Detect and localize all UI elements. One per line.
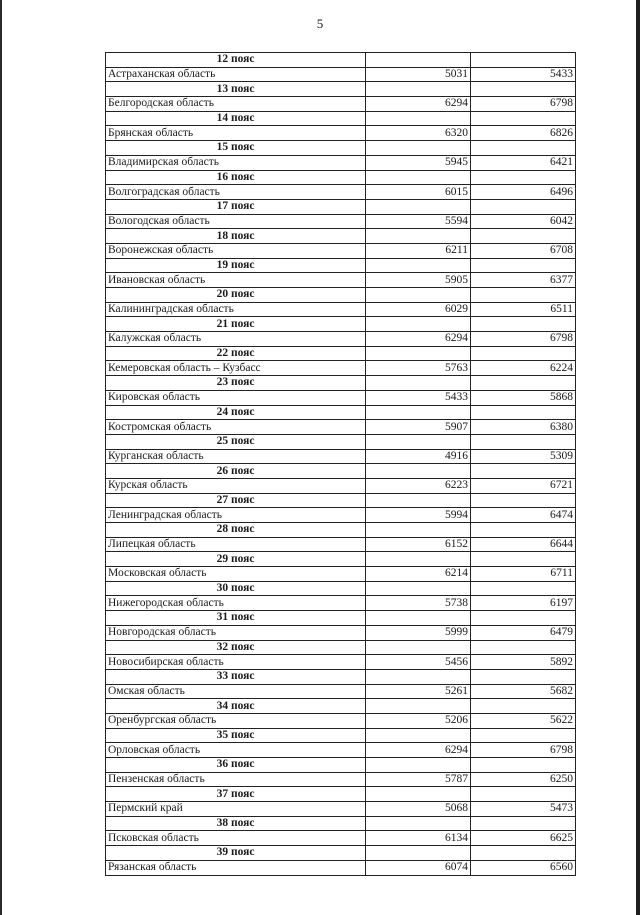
table-row: [106, 214, 576, 229]
empty-cell: [471, 346, 576, 361]
empty-cell: [471, 758, 576, 773]
empty-cell: [366, 581, 471, 596]
empty-cell: [366, 669, 471, 684]
empty-cell: [366, 53, 471, 68]
zone-label: 24 пояс: [106, 405, 366, 420]
table-row: [106, 420, 576, 435]
zone-header-row: [106, 405, 576, 420]
value-1: 6152: [366, 537, 471, 552]
empty-cell: [471, 581, 576, 596]
zone-label: 37 пояс: [106, 787, 366, 802]
empty-cell: [471, 816, 576, 831]
value-1: 6074: [366, 860, 471, 875]
region-name: Кировская область: [106, 390, 366, 405]
zone-header-row: [106, 229, 576, 244]
empty-cell: [366, 787, 471, 802]
empty-cell: [471, 170, 576, 185]
empty-cell: [471, 405, 576, 420]
region-name: Омская область: [106, 684, 366, 699]
empty-cell: [471, 199, 576, 214]
empty-cell: [366, 816, 471, 831]
value-2: 6474: [471, 508, 576, 523]
value-2: 5892: [471, 655, 576, 670]
region-name: Нижегородская область: [106, 596, 366, 611]
empty-cell: [366, 288, 471, 303]
empty-cell: [471, 288, 576, 303]
empty-cell: [366, 346, 471, 361]
zone-header-row: [106, 111, 576, 126]
value-2: 6721: [471, 478, 576, 493]
value-1: 5945: [366, 155, 471, 170]
zone-label: 33 пояс: [106, 669, 366, 684]
region-name: Курганская область: [106, 449, 366, 464]
table-row: [106, 302, 576, 317]
value-1: 6294: [366, 332, 471, 347]
zone-header-row: [106, 493, 576, 508]
value-2: 6042: [471, 214, 576, 229]
value-2: 5682: [471, 684, 576, 699]
zone-label: 31 пояс: [106, 611, 366, 626]
value-1: 6294: [366, 97, 471, 112]
value-1: 4916: [366, 449, 471, 464]
empty-cell: [471, 434, 576, 449]
empty-cell: [471, 846, 576, 861]
table-row: [106, 537, 576, 552]
region-name: Псковская область: [106, 831, 366, 846]
value-2: 6798: [471, 743, 576, 758]
empty-cell: [471, 552, 576, 567]
table-row: [106, 713, 576, 728]
table-row: [106, 508, 576, 523]
value-2: 6625: [471, 831, 576, 846]
value-2: 6798: [471, 97, 576, 112]
empty-cell: [471, 82, 576, 97]
empty-cell: [471, 669, 576, 684]
region-name: Костромская область: [106, 420, 366, 435]
table-row: [106, 860, 576, 875]
table-row: [106, 126, 576, 141]
table-row: [106, 390, 576, 405]
empty-cell: [366, 552, 471, 567]
zone-header-row: [106, 464, 576, 479]
value-1: 6015: [366, 185, 471, 200]
value-1: 5787: [366, 772, 471, 787]
value-1: 5206: [366, 713, 471, 728]
zone-label: 19 пояс: [106, 258, 366, 273]
zone-header-row: [106, 581, 576, 596]
value-1: 5999: [366, 625, 471, 640]
value-1: 5763: [366, 361, 471, 376]
zone-header-row: [106, 728, 576, 743]
table-row: [106, 596, 576, 611]
empty-cell: [471, 464, 576, 479]
value-1: 6029: [366, 302, 471, 317]
zone-header-row: [106, 758, 576, 773]
scan-left-edge: [0, 0, 2, 915]
zone-header-row: [106, 611, 576, 626]
region-name: Волгоградская область: [106, 185, 366, 200]
empty-cell: [471, 699, 576, 714]
zone-label: 25 пояс: [106, 434, 366, 449]
value-1: 5594: [366, 214, 471, 229]
empty-cell: [471, 493, 576, 508]
table-row: [106, 743, 576, 758]
value-1: 6214: [366, 567, 471, 582]
value-2: 6380: [471, 420, 576, 435]
empty-cell: [366, 141, 471, 156]
empty-cell: [366, 728, 471, 743]
zone-label: 38 пояс: [106, 816, 366, 831]
zone-header-row: [106, 376, 576, 391]
page-number: 5: [316, 16, 324, 31]
empty-cell: [366, 376, 471, 391]
zone-label: 32 пояс: [106, 640, 366, 655]
zone-label: 22 пояс: [106, 346, 366, 361]
region-name: Кемеровская область – Кузбасс: [106, 361, 366, 376]
zone-header-row: [106, 699, 576, 714]
zone-header-row: [106, 53, 576, 68]
empty-cell: [366, 317, 471, 332]
value-2: 6224: [471, 361, 576, 376]
value-1: 6294: [366, 743, 471, 758]
table-row: [106, 772, 576, 787]
zone-header-row: [106, 787, 576, 802]
table-row: [106, 449, 576, 464]
zone-header-row: [106, 317, 576, 332]
value-1: 6320: [366, 126, 471, 141]
value-2: 6479: [471, 625, 576, 640]
zone-header-row: [106, 82, 576, 97]
value-2: 6197: [471, 596, 576, 611]
empty-cell: [471, 787, 576, 802]
zone-label: 36 пояс: [106, 758, 366, 773]
region-name: Ивановская область: [106, 273, 366, 288]
zone-header-row: [106, 288, 576, 303]
value-2: 6826: [471, 126, 576, 141]
value-2: 6711: [471, 567, 576, 582]
zone-label: 16 пояс: [106, 170, 366, 185]
value-2: 6496: [471, 185, 576, 200]
value-2: 6377: [471, 273, 576, 288]
region-name: Вологодская область: [106, 214, 366, 229]
value-1: 5738: [366, 596, 471, 611]
empty-cell: [366, 434, 471, 449]
empty-cell: [471, 258, 576, 273]
value-1: 6134: [366, 831, 471, 846]
empty-cell: [366, 611, 471, 626]
region-name: Калининградская область: [106, 302, 366, 317]
region-name: Пермский край: [106, 802, 366, 817]
zone-header-row: [106, 199, 576, 214]
zone-label: 14 пояс: [106, 111, 366, 126]
zone-header-row: [106, 816, 576, 831]
value-1: 5433: [366, 390, 471, 405]
region-name: Оренбургская область: [106, 713, 366, 728]
empty-cell: [471, 141, 576, 156]
zone-header-row: [106, 523, 576, 538]
zone-header-row: [106, 170, 576, 185]
zone-label: 29 пояс: [106, 552, 366, 567]
table-row: [106, 155, 576, 170]
empty-cell: [366, 82, 471, 97]
value-1: 5068: [366, 802, 471, 817]
zone-table-body: [106, 53, 576, 876]
zone-label: 35 пояс: [106, 728, 366, 743]
table-row: [106, 243, 576, 258]
zone-header-row: [106, 846, 576, 861]
table-row: [106, 67, 576, 82]
empty-cell: [366, 523, 471, 538]
value-2: 5622: [471, 713, 576, 728]
empty-cell: [366, 464, 471, 479]
region-name: Московская область: [106, 567, 366, 582]
value-1: 5907: [366, 420, 471, 435]
zone-label: 23 пояс: [106, 376, 366, 391]
zone-label: 13 пояс: [106, 82, 366, 97]
value-1: 6211: [366, 243, 471, 258]
value-2: 5309: [471, 449, 576, 464]
empty-cell: [366, 199, 471, 214]
zone-table: [105, 52, 576, 876]
empty-cell: [366, 258, 471, 273]
value-2: 6708: [471, 243, 576, 258]
zone-label: 18 пояс: [106, 229, 366, 244]
value-1: 5905: [366, 273, 471, 288]
empty-cell: [471, 523, 576, 538]
value-2: 6511: [471, 302, 576, 317]
region-name: Рязанская область: [106, 860, 366, 875]
table-row: [106, 802, 576, 817]
region-name: Брянская область: [106, 126, 366, 141]
empty-cell: [471, 317, 576, 332]
table-row: [106, 478, 576, 493]
region-name: Новосибирская область: [106, 655, 366, 670]
value-1: 5994: [366, 508, 471, 523]
table-row: [106, 97, 576, 112]
zone-label: 34 пояс: [106, 699, 366, 714]
zone-label: 27 пояс: [106, 493, 366, 508]
zone-label: 28 пояс: [106, 523, 366, 538]
region-name: Белгородская область: [106, 97, 366, 112]
empty-cell: [366, 111, 471, 126]
zone-header-row: [106, 552, 576, 567]
zone-label: 12 пояс: [106, 53, 366, 68]
zone-header-row: [106, 669, 576, 684]
region-name: Калужская область: [106, 332, 366, 347]
table-row: [106, 655, 576, 670]
value-2: 5868: [471, 390, 576, 405]
value-2: 6421: [471, 155, 576, 170]
region-name: Владимирская область: [106, 155, 366, 170]
table-row: [106, 831, 576, 846]
empty-cell: [366, 170, 471, 185]
region-name: Пензенская область: [106, 772, 366, 787]
empty-cell: [366, 229, 471, 244]
region-name: Новгородская область: [106, 625, 366, 640]
table-row: [106, 332, 576, 347]
value-1: 5031: [366, 67, 471, 82]
region-name: Орловская область: [106, 743, 366, 758]
scan-right-edge: [636, 0, 640, 915]
zone-header-row: [106, 346, 576, 361]
value-2: 6250: [471, 772, 576, 787]
zone-label: 39 пояс: [106, 846, 366, 861]
region-name: Курская область: [106, 478, 366, 493]
empty-cell: [366, 493, 471, 508]
zone-header-row: [106, 640, 576, 655]
region-name: Ленинградская область: [106, 508, 366, 523]
table-row: [106, 684, 576, 699]
table-row: [106, 361, 576, 376]
value-1: 6223: [366, 478, 471, 493]
empty-cell: [366, 846, 471, 861]
empty-cell: [471, 376, 576, 391]
empty-cell: [366, 758, 471, 773]
zone-label: 20 пояс: [106, 288, 366, 303]
zone-label: 26 пояс: [106, 464, 366, 479]
table-row: [106, 185, 576, 200]
value-2: 6644: [471, 537, 576, 552]
empty-cell: [471, 229, 576, 244]
zone-header-row: [106, 141, 576, 156]
value-2: 6560: [471, 860, 576, 875]
value-1: 5261: [366, 684, 471, 699]
region-name: Липецкая область: [106, 537, 366, 552]
table-row: [106, 273, 576, 288]
zone-label: 21 пояс: [106, 317, 366, 332]
zone-header-row: [106, 434, 576, 449]
empty-cell: [366, 405, 471, 420]
table-row: [106, 567, 576, 582]
value-1: 5456: [366, 655, 471, 670]
value-2: 6798: [471, 332, 576, 347]
value-2: 5473: [471, 802, 576, 817]
value-2: 5433: [471, 67, 576, 82]
zone-label: 17 пояс: [106, 199, 366, 214]
empty-cell: [471, 53, 576, 68]
empty-cell: [471, 611, 576, 626]
empty-cell: [471, 111, 576, 126]
empty-cell: [471, 640, 576, 655]
zone-header-row: [106, 258, 576, 273]
table-row: [106, 625, 576, 640]
empty-cell: [366, 699, 471, 714]
empty-cell: [471, 728, 576, 743]
region-name: Воронежская область: [106, 243, 366, 258]
empty-cell: [366, 640, 471, 655]
region-name: Астраханская область: [106, 67, 366, 82]
zone-label: 30 пояс: [106, 581, 366, 596]
zone-label: 15 пояс: [106, 141, 366, 156]
